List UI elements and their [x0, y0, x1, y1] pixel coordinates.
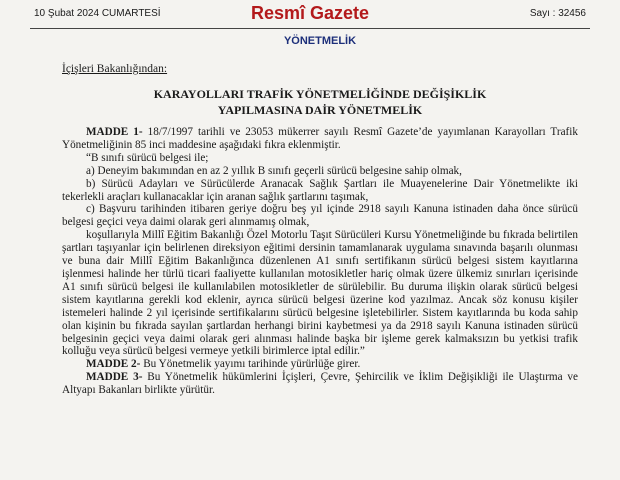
- article-3-label: MADDE 3-: [86, 371, 143, 384]
- article-2-text: Bu Yönetmelik yayımı tarihinde yürürlüğe girer.: [140, 358, 361, 371]
- conditions-paragraph: koşullarıyla Millî Eğitim Bakanlığı Özel Motorlu Taşıt Sürücüleri Kursu Yönetmeliğinde bu fıkrada belirtilen şartları taşıyanlar için belirlenen direksiyon eğitimi dersinin tamamlanarak uygulama sınavında başarılı olunması ve buna dair Millî Eğitim Bakanlığınca düzenlenen A1 sınıfı sertifikanın sürücü belgesi sistem kayıtlarına işlenmesi halinde her türlü ticari faaliyette kullanılan motosikletler hariç olmak üzere ülkemiz sınırları içerisinde A1 sınıfı sürücü belgesi ile kullanılabilen motosikletler de sürülebilir. Bu duruma ilişkin olarak sürücü belgesi sistem kayıtlarına gerekli kod eklenir, ayrıca sürücü belgesi üzerine kod yazılmaz. Ancak söz konusu kişiler istemeleri halinde 2 yıl içerisinde sertifikalarını sürücü belgesine işletebilirler. Sistem kayıtlarında bu koda sahip olan kişinin bu fıkrada sayılan şartlardan herhangi birini kaybetmesi ya da 2918 sayılı Kanuna istinaden sürücü belgesinin geçici veya daimi olarak geri alınması halinde başka bir işleme gerek kalmaksızın bu yetkisi trafik kolluğu veya sürücü belgesi vermeye yetkili birimlerce iptal edilir.”: [62, 229, 578, 358]
- article-1: [62, 126, 578, 152]
- gazette-title: Resmî Gazete: [250, 3, 370, 23]
- article-3: [62, 371, 578, 397]
- article-2-label: MADDE 2-: [86, 358, 141, 371]
- article-1-label: MADDE 1-: [86, 126, 143, 138]
- regulation-title-line-1: KARAYOLLARI TRAFİK YÖNETMELİĞİNDE DEĞİŞİKLİK: [153, 87, 487, 101]
- article-2: [62, 358, 578, 371]
- section-heading: YÖNETMELİK: [283, 35, 357, 47]
- item-c: c) Başvuru tarihinden itibaren geriye doğru beş yıl içinde 2918 sayılı Kanuna istinaden daha önce sürücü belgesi geçici veya daimi olarak geri alınmamış olmak,: [62, 203, 578, 229]
- issue-date: 10 Şubat 2024 CUMARTESİ: [34, 8, 161, 19]
- article-1-text: 18/7/1997 tarihli ve 23053 mükerrer sayılı Resmî Gazete’de yayımlanan Karayolları Trafik Yönetmeliğinin 85 inci maddesine aşağıdaki fıkra eklenmiştir.: [62, 126, 578, 151]
- regulation-title: [62, 86, 578, 118]
- regulation-title-line-2: YAPILMASINA DAİR YÖNETMELİK: [217, 103, 423, 117]
- item-b: b) Sürücü Adayları ve Sürücülerde Aranacak Sağlık Şartları ile Muayenelerine Dair Yönetmelikte iki tekerlekli araçları kullanacaklar için aranan sağlık şartlarını taşımak,: [62, 177, 578, 203]
- gazette-header: [30, 0, 590, 29]
- regulation-body: [62, 126, 578, 397]
- item-a: a) Deneyim bakımından en az 2 yıllık B sınıfı geçerli sürücü belgesine sahip olmak,: [86, 164, 462, 177]
- quote-intro: “B sınıfı sürücü belgesi ile;: [86, 151, 209, 164]
- article-3-text: Bu Yönetmelik hükümlerini İçişleri, Çevre, Şehircilik ve İklim Değişikliği ile Ulaştırma ve Altyapı Bakanları birlikte yürütür.: [62, 371, 578, 397]
- ministry-name: İçişleri Bakanlığından:: [62, 63, 168, 75]
- issue-number: Sayı : 32456: [529, 8, 586, 19]
